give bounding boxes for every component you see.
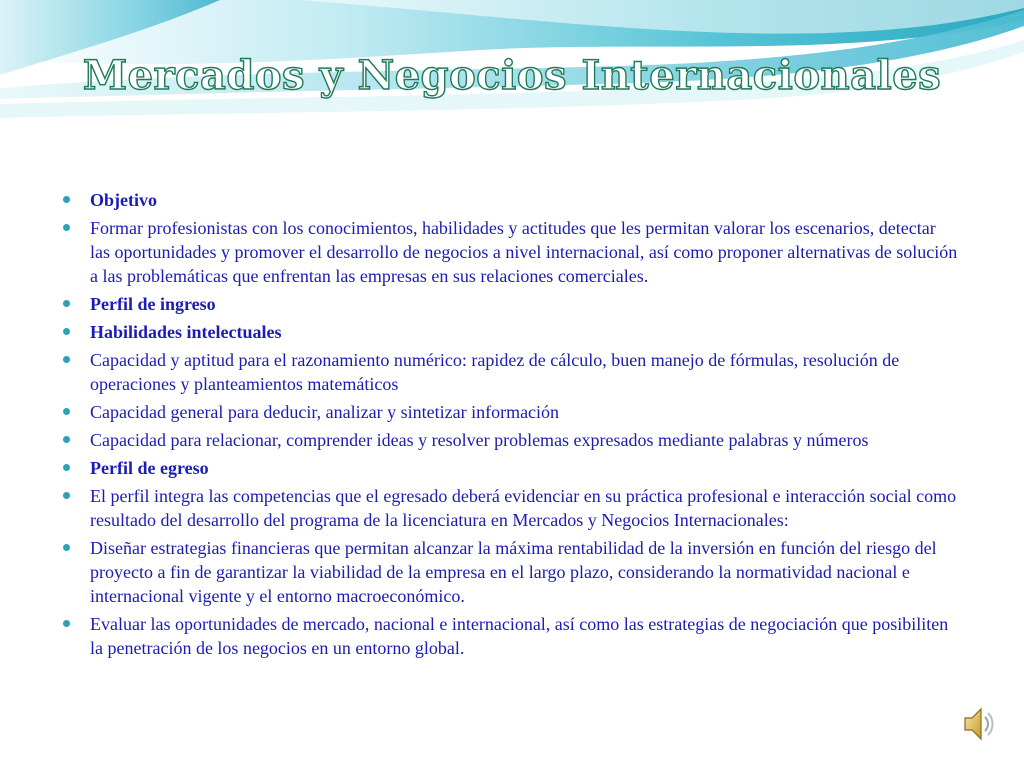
list-item-text: El perfil integra las competencias que el egresado deberá evidenciar en su práctica profesional e interacción social como resultado del desarrollo del programa de la licenciatura en Mercados y Negocios Internacionales:: [90, 486, 957, 530]
list-item-text: Capacidad para relacionar, comprender ideas y resolver problemas expresados mediante palabras y números: [90, 430, 869, 450]
speaker-icon[interactable]: [962, 704, 998, 744]
list-item: [60, 536, 960, 608]
list-item-text: Perfil de ingreso: [90, 294, 216, 314]
list-item-text: Objetivo: [90, 190, 157, 210]
list-item-text: Perfil de egreso: [90, 458, 209, 478]
bullet-icon: [63, 328, 70, 335]
slide-title: Mercados y Negocios Internacionales: [82, 52, 942, 99]
list-item: [60, 456, 960, 480]
list-item: [60, 428, 960, 452]
list-item-text: Diseñar estrategias financieras que permitan alcanzar la máxima rentabilidad de la inversión en función del riesgo del proyecto a fin de garantizar la viabilidad de la empresa en el largo plazo, considerando la normatividad nacional e internacional vigente y el entorno macroeconómico.: [90, 538, 937, 606]
bullet-list: [60, 188, 960, 664]
list-item: [60, 292, 960, 316]
list-item: [60, 188, 960, 212]
bullet-icon: [63, 196, 70, 203]
bullet-icon: [63, 356, 70, 363]
bullet-icon: [63, 224, 70, 231]
list-item-text: Habilidades intelectuales: [90, 322, 282, 342]
list-item: [60, 400, 960, 424]
bullet-icon: [63, 408, 70, 415]
list-item: [60, 320, 960, 344]
list-item-text: Capacidad general para deducir, analizar y sintetizar información: [90, 402, 560, 422]
bullet-icon: [63, 300, 70, 307]
bullet-icon: [63, 436, 70, 443]
bullet-icon: [63, 492, 70, 499]
bullet-icon: [63, 464, 70, 471]
list-item-text: Evaluar las oportunidades de mercado, nacional e internacional, así como las estrategias de negociación que posibiliten la penetración de los negocios en un entorno global.: [90, 614, 949, 658]
list-item: [60, 612, 960, 660]
bullet-icon: [63, 620, 70, 627]
list-item: [60, 216, 960, 288]
list-item: [60, 348, 960, 396]
list-item-text: Capacidad y aptitud para el razonamiento numérico: rapidez de cálculo, buen manejo de fórmulas, resolución de operaciones y planteamientos matemáticos: [90, 350, 900, 394]
list-item: [60, 484, 960, 532]
list-item-text: Formar profesionistas con los conocimientos, habilidades y actitudes que les permitan valorar los escenarios, detectar las oportunidades y promover el desarrollo de negocios a nivel internacional, así como proponer alternativas de solución a las problemáticas que enfrentan las empresas en sus relaciones comerciales.: [90, 218, 958, 286]
bullet-icon: [63, 544, 70, 551]
